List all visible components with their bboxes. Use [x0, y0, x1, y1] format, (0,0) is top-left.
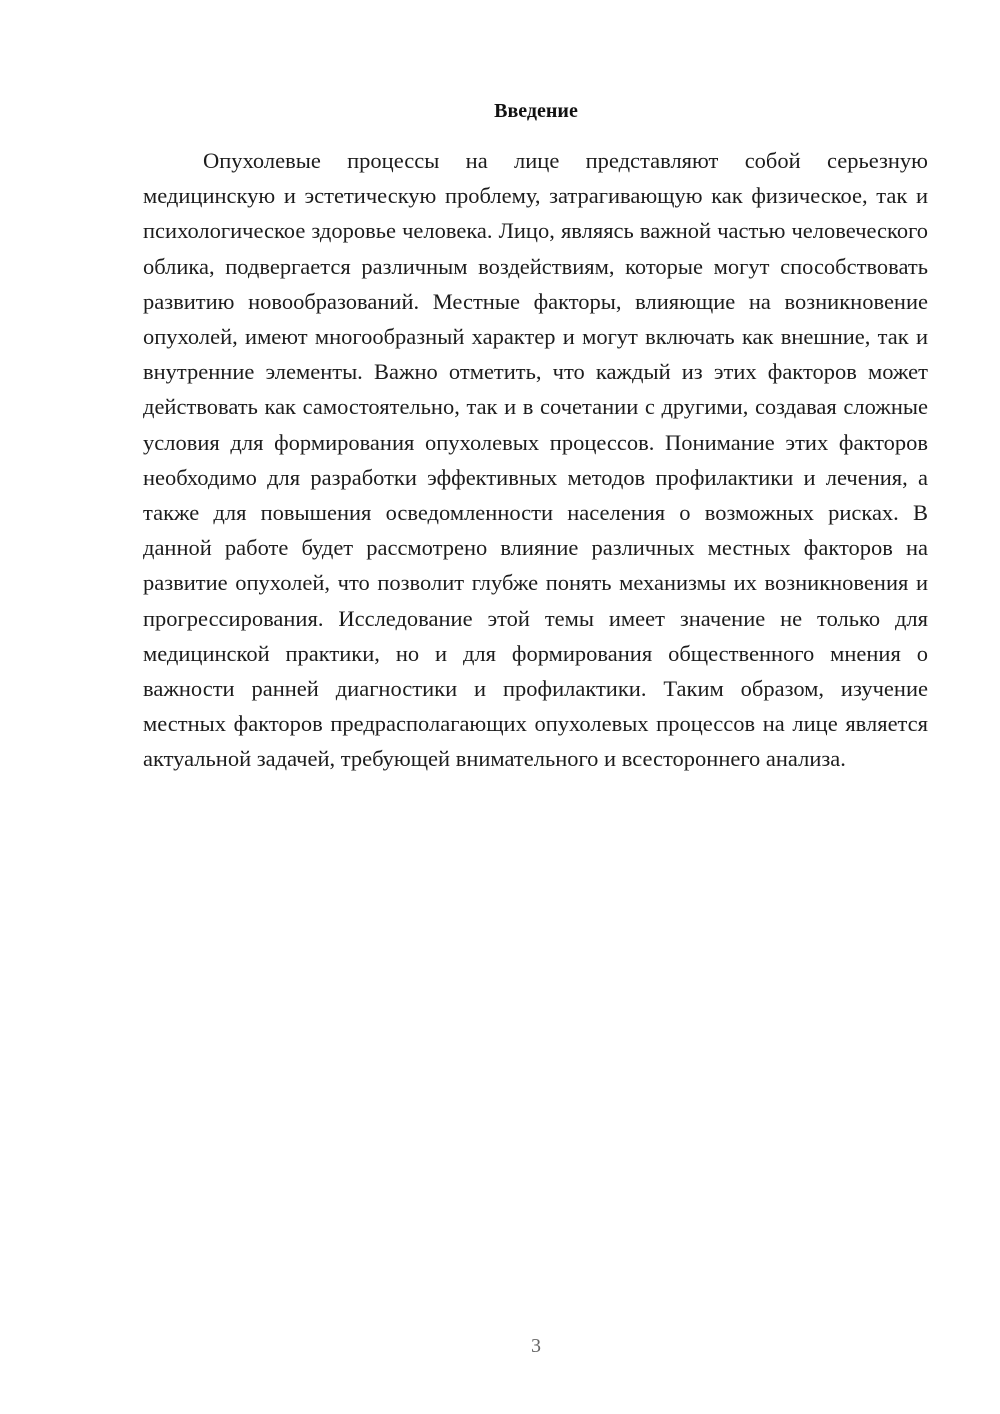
page-number: 3 [531, 1335, 541, 1357]
body-paragraph: Опухолевые процессы на лице представляют собой серьезную медицинскую и эстетическую проблему, затрагивающую как физическое, так и психологическое здоровье человека. Лицо, являясь важной частью человеческого облика, подвергается различным воздействиям, которые могут способствовать развитию новообразований. Местные факторы, влияющие на возникновение опухолей, имеют многообразный характер и могут включать как внешние, так и внутренние элементы. Важно отметить, что каждый из этих факторов может действовать как самостоятельно, так и в сочетании с другими, создавая сложные условия для формирования опухолевых процессов. Понимание этих факторов необходимо для разработки эффективных методов профилактики и лечения, а также для повышения осведомленности населения о возможных рисках. В данной работе будет рассмотрено влияние различных местных факторов на развитие опухолей, что позволит глубже понять механизмы их возникновения и прогрессирования. Исследование этой темы имеет значение не только для медицинской практики, но и для формирования общественного мнения о важности ранней диагностики и профилактики. Таким образом, изучение местных факторов предрасполагающих опухолевых процессов на лице является актуальной задачей, требующей внимательного и всестороннего анализа. [143, 148, 928, 772]
section-heading: Введение [494, 100, 578, 122]
